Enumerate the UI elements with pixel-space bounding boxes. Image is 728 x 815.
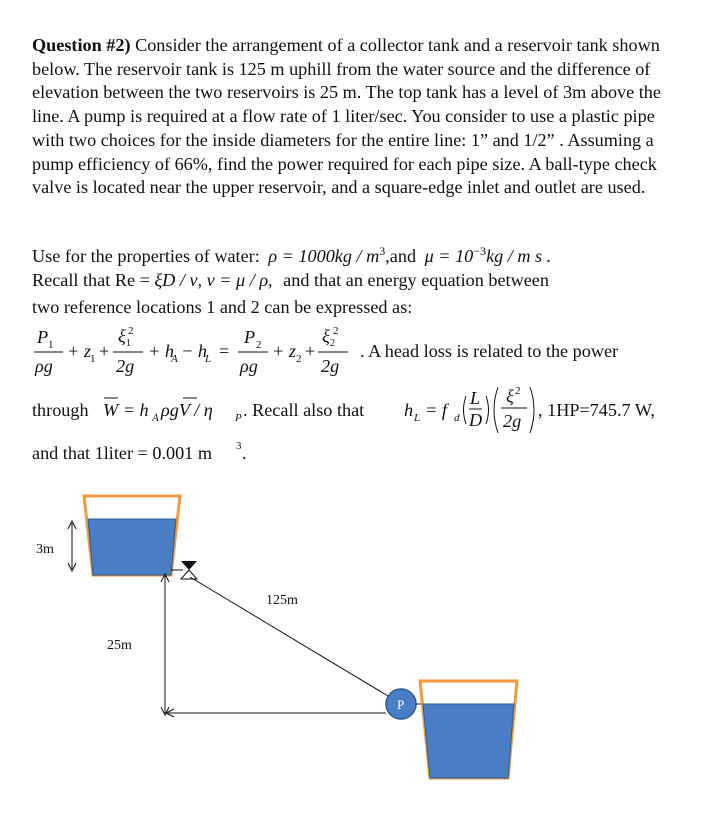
- reynolds-prefix: Recall that Re =: [32, 270, 150, 290]
- density-exponent: 3: [379, 244, 386, 258]
- eq-xi1-sq: 2: [128, 325, 134, 337]
- power-through: through: [32, 400, 89, 420]
- label-25m: 25m: [107, 638, 132, 653]
- eq-xi1-sub: 1: [126, 338, 131, 349]
- eq-p2-sub: 2: [256, 339, 262, 351]
- power-eta-sub: P: [235, 412, 242, 424]
- eq-xi2-sq: 2: [333, 325, 339, 337]
- eq-z2-sub: 2: [296, 353, 302, 365]
- power-L: L: [470, 388, 481, 408]
- paren-left-1: [464, 396, 467, 424]
- eq-2g-1: 2g: [116, 356, 135, 376]
- eq-plus-z2: + z: [272, 341, 296, 361]
- energy-equation-intro: and that an energy equation between: [283, 270, 549, 290]
- viscosity-expression: μ = 10: [424, 246, 474, 267]
- properties-line-3: two reference locations 1 and 2 can be expressed as:: [32, 297, 413, 317]
- power-hp: , 1HP=745.7 W,: [538, 400, 655, 420]
- upper-tank-water: [88, 519, 176, 575]
- eq-xi2-sub: 2: [330, 338, 335, 349]
- power-recall: . Recall also that: [243, 400, 365, 420]
- eq-trailing-text: . A head loss is related to the power: [360, 341, 619, 361]
- and-text: ,and: [385, 246, 417, 267]
- eq-z1-sub: 1: [90, 353, 96, 365]
- eq-plus-1: +: [99, 341, 110, 361]
- energy-equation: [34, 325, 618, 376]
- power-hl-sub: L: [414, 412, 421, 424]
- density-expression: ρ = 1000kg / m: [268, 246, 380, 267]
- liter-line: [32, 440, 247, 463]
- label-125m: 125m: [266, 593, 298, 608]
- power-2g: 2g: [503, 411, 522, 431]
- label-3m: 3m: [36, 542, 54, 557]
- eq-equals: =: [219, 341, 230, 361]
- eq-minus-hl: − h: [181, 341, 207, 361]
- paren-right-2: [530, 387, 534, 433]
- check-valve-bottom: [181, 570, 197, 579]
- power-line: [32, 385, 655, 433]
- power-hl: h: [404, 400, 414, 420]
- eq-plus-ha: + h: [148, 341, 174, 361]
- eq-l-sub: L: [205, 353, 212, 365]
- power-eq-f: = f: [425, 400, 447, 420]
- eq-2g-2: 2g: [321, 356, 340, 376]
- eq-a-sub: A: [171, 353, 178, 365]
- eq-xi2: ξ: [322, 326, 330, 346]
- eq-plus-z1: + z: [67, 341, 91, 361]
- question-heading: Question #2): [32, 35, 131, 55]
- eq-p2: P: [244, 327, 256, 347]
- eq-p1: P: [37, 327, 49, 347]
- check-valve-top: [181, 561, 197, 570]
- pump-label: P: [397, 697, 405, 712]
- eq-plus-2: +: [305, 341, 316, 361]
- power-f-sub: d: [454, 412, 460, 424]
- liter-dot: .: [242, 443, 247, 463]
- eq-p1-sub: 1: [48, 339, 54, 351]
- eq-rhog-1: ρg: [35, 356, 53, 376]
- viscosity-unit: kg / m s .: [486, 246, 552, 267]
- liter-exp: 3: [236, 440, 242, 452]
- paren-right-1: [486, 396, 489, 424]
- question-body: Consider the arrangement of a collector tank and a reservoir tank shown below. The reservoir tank is 125 m uphill from the water source and the difference of elevation between the two reservoirs is 25 m. The top tank has a level of 3m above the line. A pump is required at a flow rate of 1 liter/sec. You consider to use a plastic pipe with two choices for the inside diameters for the entire line: 1” and 1/2” . Assuming a pump efficiency of 66%, find the power required for each pipe size. A ball-type check valve is located near the upper reservoir, and a square-edge inlet and outlet are used.: [32, 35, 661, 198]
- paren-left-2: [494, 387, 498, 433]
- viscosity-exponent: −3: [473, 244, 487, 258]
- reynolds-expression: ξD / ν, ν = μ / ρ,: [154, 270, 273, 290]
- power-w-rest: ρgV / η: [161, 400, 213, 420]
- power-xi: ξ: [506, 386, 514, 406]
- properties-prefix: Use for the properties of water:: [32, 246, 260, 267]
- power-w-expr: W = h: [103, 400, 149, 420]
- eq-xi1: ξ: [118, 326, 126, 346]
- system-diagram: [36, 496, 517, 778]
- power-w-sub: A: [152, 412, 159, 424]
- power-D: D: [469, 410, 483, 430]
- power-xi-sq: 2: [515, 385, 521, 397]
- eq-rhog-2: ρg: [240, 356, 258, 376]
- liter-text: and that 1liter = 0.001 m: [32, 443, 212, 463]
- lower-tank-water: [423, 704, 514, 778]
